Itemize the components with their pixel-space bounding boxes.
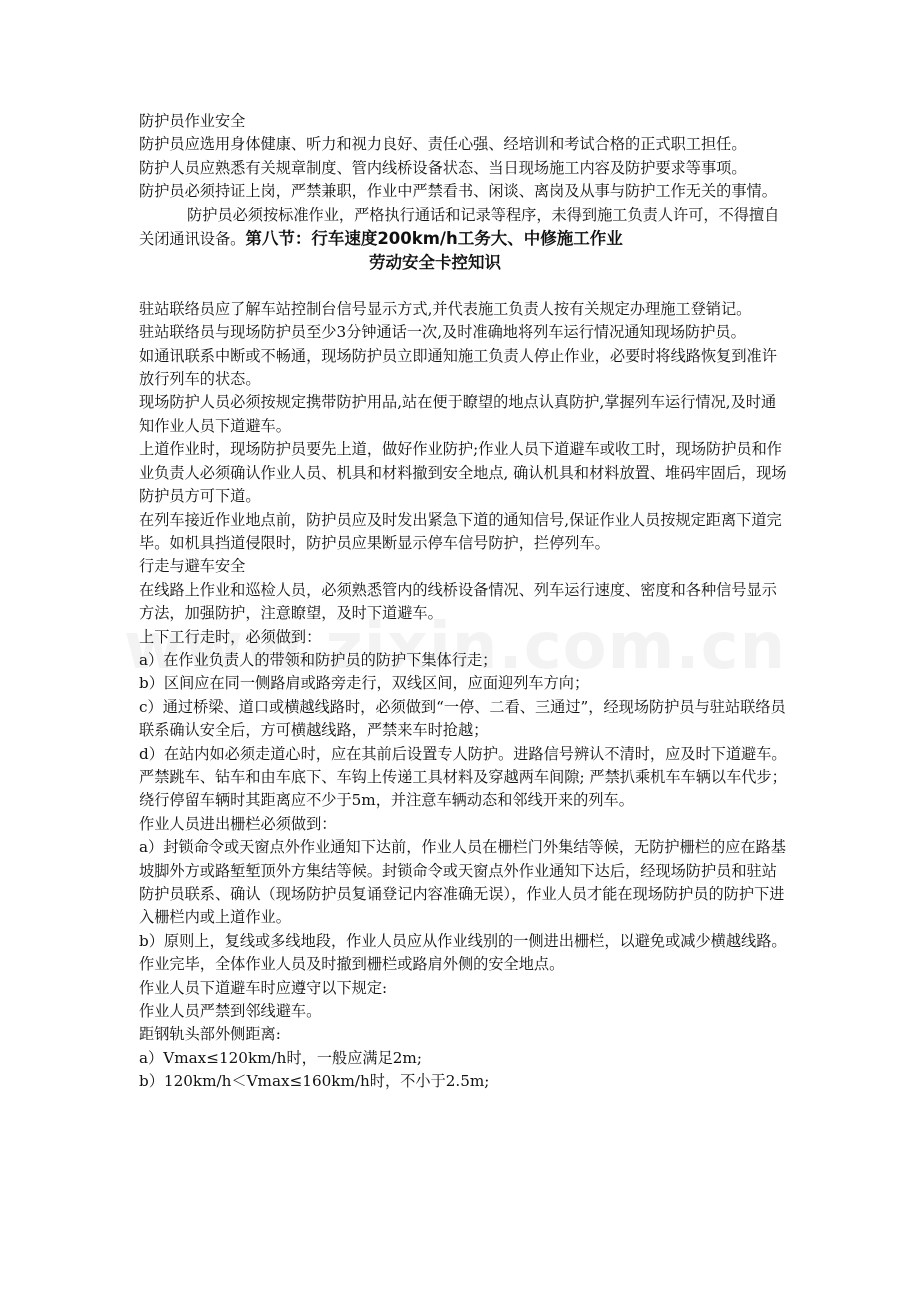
- subheading: 行走与避车安全: [139, 557, 246, 576]
- paragraph: 严禁跳车、钻车和由车底下、车钩上传递工具材料及穿越两车间隙; 严禁扒乘机车车辆以车代步；绕行停留车辆时其距离应不少于5m，并注意车辆动态和邻线开来的列车。: [139, 767, 787, 810]
- paragraph: 作业人员严禁到邻线避车。: [139, 1002, 322, 1021]
- spacer: [139, 275, 787, 298]
- paragraph: 防护人员应熟悉有关规章制度、管内线桥设备状态、当日现场施工内容及防护要求等事项。: [139, 158, 747, 177]
- section-heading-line1: 第八节：行车速度200km/h工务大、中修施工作业: [245, 229, 623, 249]
- section-heading-line2: 劳动安全卡控知识: [369, 253, 501, 273]
- list-item: a）在作业负责人的带领和防护员的防护下集体行走；: [139, 650, 498, 669]
- paragraph: 防护员必须按标准作业，严格执行通话和记录等程序，未得到施工负责人许可，不得擅自关闭通讯设备。: [139, 205, 780, 249]
- paragraph: 在线路上作业和巡检人员，必须熟悉管内的线桥设备情况、列车运行速度、密度和各种信号显示方法，加强防护，注意瞭望，及时下道避车。: [139, 580, 777, 623]
- paragraph: 防护员应选用身体健康、听力和视力良好、责任心强、经培训和考试合格的正式职工担任。: [139, 135, 747, 154]
- paragraph: 作业人员进出栅栏必须做到：: [139, 814, 337, 833]
- list-item: d）在站内如必须走道心时，应在其前后设置专人防护。进路信号辨认不清时，应及时下道避车。: [139, 744, 787, 763]
- paragraph: 在列车接近作业地点前，防护员应及时发出紧急下道的通知信号,保证作业人员按规定距离下道完毕。如机具挡道侵限时，防护员应果断显示停车信号防护，拦停列车。: [139, 510, 782, 552]
- list-item: b）区间应在同一侧路肩或路旁走行，双线区间，应面迎列车方向；: [139, 674, 590, 693]
- paragraph: 作业人员下道避车时应遵守以下规定:: [139, 978, 388, 997]
- list-item: b）120km/h＜Vmax≤160km/h时，不小于2.5m;: [139, 1072, 490, 1091]
- paragraph: 上下工行走时，必须做到：: [139, 627, 322, 646]
- paragraph: 距钢轨头部外侧距离:: [139, 1025, 281, 1044]
- list-item: a）封锁命令或天窗点外作业通知下达前，作业人员在栅栏门外集结等候，无防护栅栏的应在路基坡脚外方或路堑堑顶外方集结等候。封锁命令或天窗点外作业通知下达后，经现场防护员和驻站防护员联系、确认（现场防护员复诵登记内容准确无误），作业人员才能在现场防护员的防护下进入栅栏内或上道作业。: [139, 838, 786, 927]
- paragraph: 上道作业时，现场防护员要先上道，做好作业防护;作业人员下道避车或收工时，现场防护员和作业负责人必须确认作业人员、机具和材料撤到安全地点, 确认机具和材料放置、堆码牢固后，现场防护员方可下道。: [139, 440, 787, 506]
- list-item: b）原则上，复线或多线地段，作业人员应从作业线别的一侧进出栅栏，以避免或减少横越线路。作业完毕，全体作业人员及时撤到栅栏或路肩外侧的安全地点。: [139, 931, 787, 974]
- list-item: a）Vmax≤120km/h时，一般应满足2m;: [139, 1048, 422, 1067]
- paragraph: 如通讯联系中断或不畅通，现场防护员立即通知施工负责人停止作业，必要时将线路恢复到准许放行列车的状态。: [139, 346, 777, 389]
- document-body: [139, 110, 787, 1094]
- list-item: c）通过桥梁、道口或横越线路时，必须做到“一停、二看、三通过”，经现场防护员与驻站联络员联系确认安全后，方可横越线路，严禁来车时抢越；: [139, 697, 786, 740]
- paragraph: 防护员必须持证上岗，严禁兼职，作业中严禁看书、闲谈、离岗及从事与防护工作无关的事情。: [139, 182, 777, 201]
- paragraph: 驻站联络员应了解车站控制台信号显示方式,并代表施工负责人按有关规定办理施工登销记。: [139, 299, 752, 318]
- paragraph: 防护员作业安全: [139, 112, 246, 130]
- paragraph-with-heading: [139, 204, 787, 275]
- paragraph: 现场防护人员必须按规定携带防护用品,站在便于瞭望的地点认真防护,掌握列车运行情况,及时通知作业人员下道避车。: [139, 393, 777, 435]
- paragraph: 驻站联络员与现场防护员至少3分钟通话一次,及时准确地将列车运行情况通知现场防护员。: [139, 323, 746, 342]
